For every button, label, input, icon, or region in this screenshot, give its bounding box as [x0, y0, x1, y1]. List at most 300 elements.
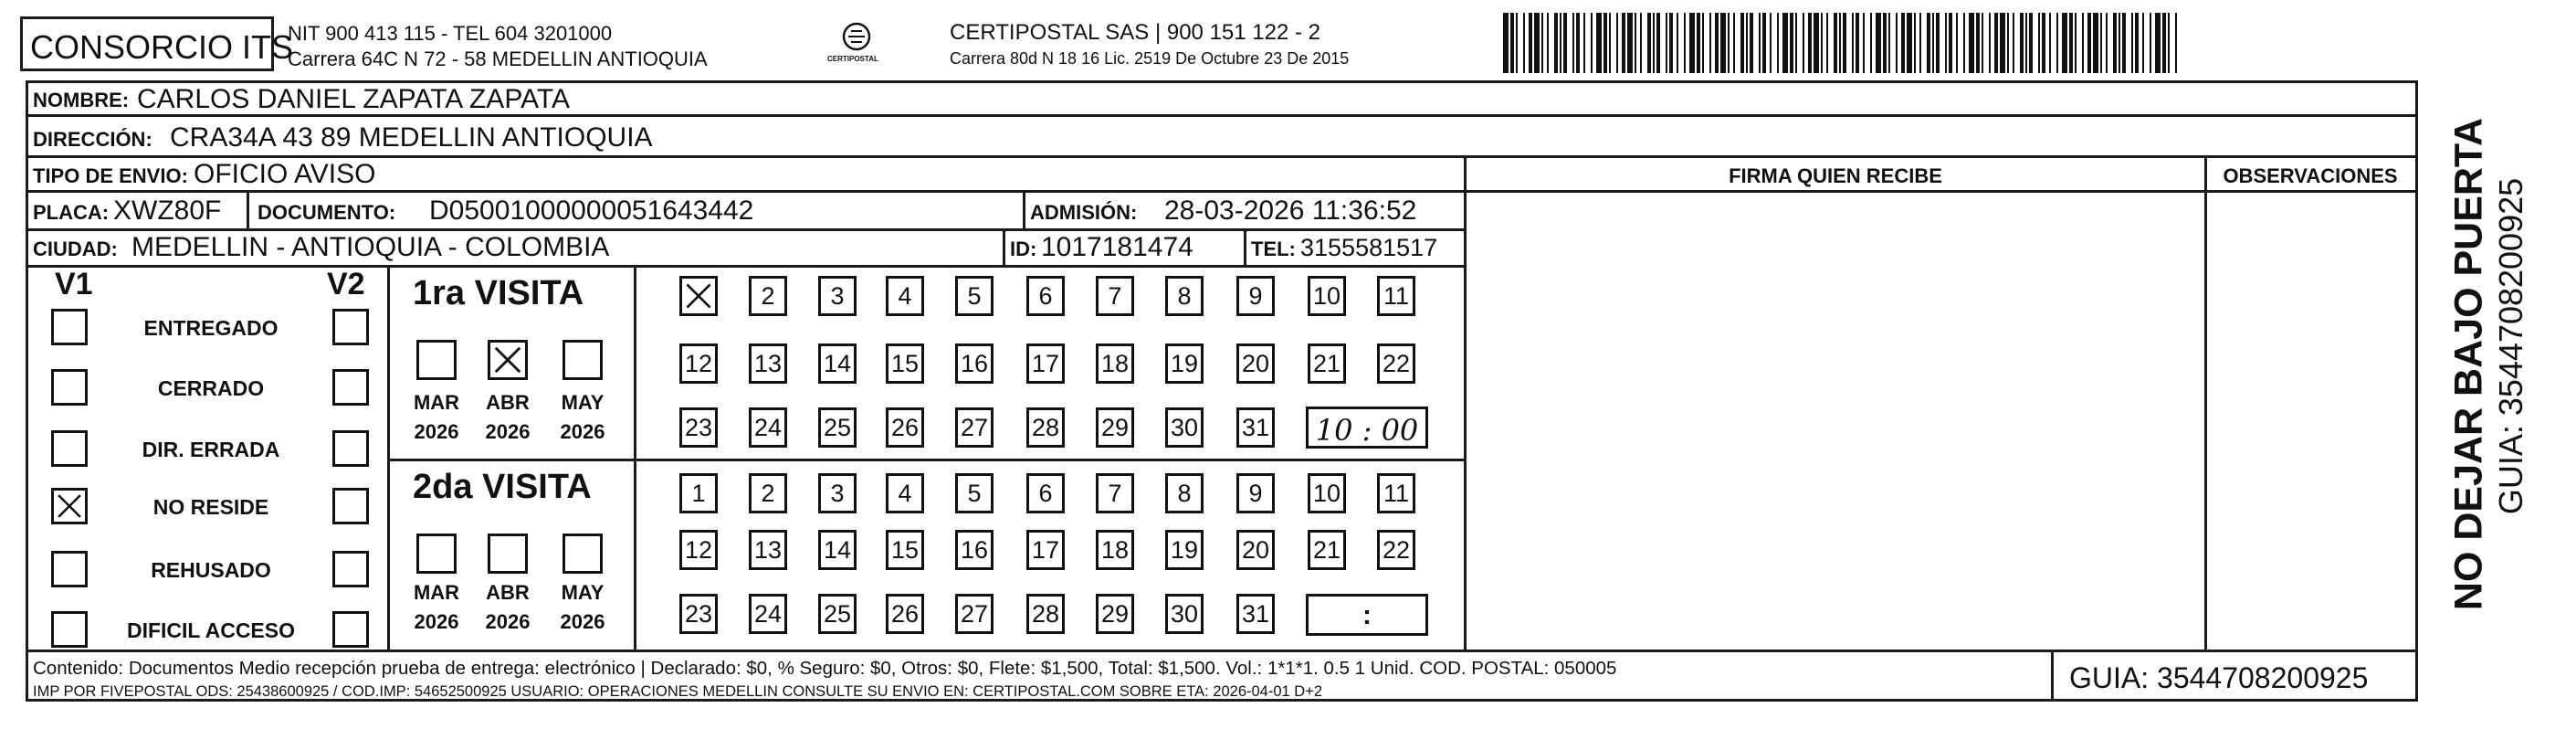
- visit2-day-box[interactable]: [749, 530, 787, 570]
- visit1-day-box[interactable]: [749, 407, 787, 448]
- barcode-bar: [1949, 13, 1952, 73]
- visit1-day-box[interactable]: [1165, 343, 1204, 384]
- barcode-bar: [1616, 13, 1618, 73]
- visit2-day-number: 29: [1100, 600, 1130, 628]
- divider: [387, 265, 390, 650]
- v2-checkbox[interactable]: [332, 309, 369, 345]
- barcode-bar: [2106, 13, 2108, 73]
- side-text-area: [2420, 100, 2529, 621]
- divider: [1464, 155, 1467, 650]
- visit2-day-number: 24: [753, 600, 783, 628]
- visit1-day-number: 25: [823, 414, 852, 441]
- barcode-bar: [1523, 13, 1525, 73]
- side-guia: GUIA: 3544708200925: [2492, 177, 2529, 515]
- visit2-day-box[interactable]: [1377, 473, 1415, 513]
- barcode-bar: [1697, 13, 1700, 73]
- visit1-day-number: 3: [830, 282, 845, 310]
- barcode-bar: [1503, 13, 1509, 73]
- visit1-day-number: 24: [753, 414, 783, 441]
- visit1-day-box[interactable]: [818, 407, 857, 448]
- side-warning: NO DEJAR BAJO PUERTA: [2446, 117, 2491, 611]
- footer-guia: GUIA: 3544708200925: [2069, 661, 2369, 694]
- v2-checkbox[interactable]: [332, 611, 369, 648]
- visit2-day-number: 8: [1177, 480, 1192, 507]
- visit2-title: 2da VISITA: [413, 468, 592, 506]
- header-brand-box: [20, 16, 294, 71]
- visit1-day-number: 5: [967, 282, 982, 310]
- barcode-bar: [1777, 13, 1779, 73]
- divider: [2204, 155, 2207, 650]
- barcode-bar: [2093, 13, 2098, 73]
- visit1-day-box[interactable]: [1308, 276, 1346, 316]
- visit2-day-box[interactable]: [679, 530, 718, 570]
- v1-label: V1: [55, 267, 93, 301]
- visit2-day-number: 19: [1170, 536, 1199, 564]
- barcode-bar: [1914, 13, 1916, 73]
- barcode-bar: [2100, 13, 2102, 73]
- visit1-day-box[interactable]: [1026, 407, 1065, 448]
- barcode-bar: [1576, 13, 1580, 73]
- v1-checkbox[interactable]: [51, 309, 88, 345]
- barcode-bar: [2119, 13, 2120, 73]
- divider: [1023, 190, 1025, 228]
- barcode-bar: [1770, 13, 1772, 73]
- visit2-day-number: 18: [1100, 536, 1130, 564]
- barcode-bar: [2122, 13, 2126, 73]
- barcode-bar: [1759, 13, 1761, 73]
- barcode-bar: [2038, 13, 2040, 73]
- visit2-time: :: [1362, 600, 1372, 630]
- visit2-day-number: 11: [1383, 480, 1410, 507]
- barcode-bar: [1932, 13, 1934, 73]
- barcode-bar: [2000, 13, 2005, 73]
- visit2-day-number: 7: [1108, 480, 1122, 507]
- visit2-day-box[interactable]: [1026, 530, 1065, 570]
- visit1-day-box[interactable]: [749, 276, 787, 316]
- visit2-day-number: 12: [684, 536, 713, 564]
- visit1-day-box[interactable]: [955, 343, 994, 384]
- visit2-day-box[interactable]: [1165, 530, 1204, 570]
- divider: [26, 228, 1466, 231]
- header-address: Carrera 64C N 72 - 58 MEDELLIN ANTIOQUIA: [288, 48, 708, 70]
- visit1-day-number: 11: [1383, 282, 1410, 310]
- divider: [247, 190, 249, 228]
- v1-checkbox[interactable]: [51, 611, 88, 648]
- barcode-bar: [1529, 13, 1532, 73]
- visit1-day-number: 16: [960, 350, 989, 377]
- v1-checkbox[interactable]: [51, 430, 88, 467]
- visit1-day-box[interactable]: [1377, 276, 1415, 316]
- visit2-day-number: 22: [1382, 536, 1411, 564]
- barcode-bar: [2056, 13, 2058, 73]
- visit2-day-number: 17: [1031, 536, 1060, 564]
- barcode-bar: [1870, 13, 1872, 73]
- visit1-day-number: 30: [1170, 414, 1199, 441]
- barcode-bar: [2075, 13, 2077, 73]
- barcode-bar: [1635, 13, 1636, 73]
- barcode-bar: [1750, 13, 1753, 73]
- visit1-day-box[interactable]: [1026, 276, 1065, 316]
- barcode-bar: [1740, 13, 1744, 73]
- v1-checkbox[interactable]: [51, 369, 88, 406]
- divider: [26, 265, 1466, 268]
- barcode-bar: [1554, 13, 1558, 73]
- barcode-bar: [1656, 13, 1660, 73]
- barcode-bar: [1516, 13, 1518, 73]
- barcode-bar: [1834, 13, 1837, 73]
- barcode-bar: [2113, 13, 2117, 73]
- visit2-day-number: 23: [684, 600, 713, 628]
- barcode-bar: [1936, 13, 1940, 73]
- barcode-bar: [1666, 13, 1667, 73]
- visit2-day-number: 2: [761, 480, 775, 507]
- tipo-envio-value: OFICIO AVISO: [194, 159, 376, 189]
- visit1-day-number: 27: [960, 414, 989, 441]
- visit2-day-box[interactable]: [1026, 473, 1065, 513]
- barcode-bar: [1814, 13, 1819, 73]
- v1-checkbox[interactable]: [51, 551, 88, 587]
- divider: [26, 190, 2418, 193]
- barcode-bar: [2168, 13, 2170, 73]
- visit2-month-label: MAY: [561, 581, 605, 604]
- barcode-bar: [1883, 13, 1887, 73]
- visit1-day-number: 18: [1100, 350, 1130, 377]
- visit1-day-box[interactable]: [1165, 407, 1204, 448]
- barcode-bar: [1689, 13, 1695, 73]
- visit1-day-number: 15: [890, 350, 920, 377]
- visit1-year-label: 2026: [414, 420, 459, 443]
- barcode-bar: [2087, 13, 2091, 73]
- barcode-bar: [1728, 13, 1730, 73]
- visit1-day-box[interactable]: [1096, 276, 1134, 316]
- visit1-month-checkbox[interactable]: [488, 340, 528, 380]
- status-label: CERRADO: [157, 376, 265, 400]
- visit2-day-box[interactable]: [818, 473, 857, 513]
- direccion-value: CRA34A 43 89 MEDELLIN ANTIOQUIA: [170, 122, 653, 153]
- visit2-day-number: 28: [1031, 600, 1060, 628]
- visit1-day-box[interactable]: [1236, 407, 1275, 448]
- visit1-day-box[interactable]: [1096, 343, 1134, 384]
- barcode-bar: [2020, 13, 2024, 73]
- barcode-bar: [2135, 13, 2139, 73]
- visit1-day-number: 7: [1108, 282, 1122, 310]
- visit2-time-box: [1306, 594, 1428, 636]
- visit2-day-box[interactable]: [1096, 473, 1134, 513]
- logo-text: CERTIPOSTAL: [827, 55, 878, 63]
- visit2-day-box[interactable]: [1165, 473, 1204, 513]
- visit1-day-number: 22: [1382, 350, 1411, 377]
- visit2-day-number: 25: [823, 600, 852, 628]
- visit1-day-box[interactable]: [679, 276, 718, 316]
- visit1-day-box[interactable]: [818, 276, 857, 316]
- header-nit: NIT 900 413 115 - TEL 604 3201000: [288, 22, 613, 45]
- visit2-day-number: 3: [830, 480, 845, 507]
- visit2-day-box[interactable]: [886, 530, 924, 570]
- barcode-bar: [1821, 13, 1823, 73]
- barcode-bar: [1839, 13, 1841, 73]
- visit1-day-number: 21: [1312, 350, 1341, 377]
- barcode-bar: [1541, 13, 1543, 73]
- barcode-bar: [1919, 13, 1921, 73]
- barcode-bar: [2142, 13, 2144, 73]
- visit2-month-checkbox[interactable]: [416, 534, 457, 574]
- visit1-day-box[interactable]: [1377, 343, 1415, 384]
- id-value: 1017181474: [1041, 232, 1193, 262]
- footer-contenido: Contenido: Documentos Medio recepción prueba de entrega: electrónico | Declarado: $0, % Seguro: $0, Otros: $0, Flete: $1,500, Total: $1,500. Vol.: 1*1*1. 0.5 1 Unid. COD. POSTAL: 050005: [33, 658, 1617, 679]
- visit1-day-box[interactable]: [955, 407, 994, 448]
- barcode-bar: [2062, 13, 2067, 73]
- visit1-day-box[interactable]: [886, 343, 924, 384]
- barcode-bar: [1896, 13, 1898, 73]
- visit2-year-label: 2026: [414, 610, 459, 633]
- barcode-bar: [1591, 13, 1593, 73]
- status-label: DIFICIL ACCESO: [126, 618, 295, 642]
- visit2-day-number: 5: [967, 480, 982, 507]
- barcode-bar: [2069, 13, 2073, 73]
- visit1-day-number: 2: [761, 282, 775, 310]
- barcode-bar: [1976, 13, 1980, 73]
- visit1-day-box[interactable]: [1165, 276, 1204, 316]
- barcode-bar: [1677, 13, 1678, 73]
- visit2-month-label: ABR: [486, 581, 530, 604]
- v2-checkbox[interactable]: [332, 430, 369, 467]
- visit1-day-box[interactable]: [1236, 343, 1275, 384]
- visit1-day-number: 29: [1100, 414, 1130, 441]
- visit1-day-box[interactable]: [679, 407, 718, 448]
- observaciones-header: OBSERVACIONES: [2223, 164, 2398, 187]
- visit1-month-checkbox[interactable]: [563, 340, 603, 380]
- visit1-day-box[interactable]: [679, 343, 718, 384]
- visit2-day-box[interactable]: [1096, 530, 1134, 570]
- divider: [1003, 228, 1005, 265]
- visit1-year-label: 2026: [485, 420, 531, 443]
- v2-checkbox[interactable]: [332, 551, 369, 587]
- placa-label: PLACA:: [33, 201, 110, 224]
- visit1-day-box[interactable]: [886, 407, 924, 448]
- barcode-bar: [1647, 13, 1651, 73]
- visit2-day-number: 9: [1248, 480, 1263, 507]
- visit2-day-box[interactable]: [1026, 594, 1065, 634]
- visit1-day-box[interactable]: [1236, 276, 1275, 316]
- divider: [26, 650, 2418, 652]
- barcode-bar: [1982, 13, 1983, 73]
- barcode-bar: [1790, 13, 1793, 73]
- v1-checkbox[interactable]: [51, 488, 88, 524]
- visit1-day-number: 12: [684, 350, 713, 377]
- barcode-bar: [1560, 13, 1561, 73]
- visit1-day-box[interactable]: [886, 276, 924, 316]
- visit2-day-box[interactable]: [818, 530, 857, 570]
- visit2-day-number: 26: [890, 600, 920, 628]
- nombre-label: NOMBRE:: [33, 89, 130, 111]
- visit1-day-number: 10: [1312, 282, 1341, 310]
- visit1-month-label: MAY: [561, 391, 605, 414]
- barcode-bar: [1684, 13, 1686, 73]
- admision-label: ADMISIÓN:: [1030, 201, 1138, 224]
- barcode-bar: [2042, 13, 2045, 73]
- visit2-day-box[interactable]: [955, 594, 994, 634]
- tipo-envio-label: TIPO DE ENVIO:: [33, 164, 188, 187]
- visit1-month-label: MAR: [413, 391, 460, 414]
- visit2-day-box[interactable]: [1308, 530, 1346, 570]
- barcode-bar: [2082, 13, 2084, 73]
- documento-label: DOCUMENTO:: [258, 201, 396, 224]
- visit2-day-box[interactable]: [1236, 530, 1275, 570]
- courier-address: Carrera 80d N 18 16 Lic. 2519 De Octubre 23 De 2015: [950, 49, 1350, 68]
- visit1-day-box[interactable]: [1096, 407, 1134, 448]
- visit1-month-label: ABR: [486, 391, 530, 414]
- visit2-day-box[interactable]: [955, 473, 994, 513]
- brand-name: CONSORCIO ITS: [30, 28, 294, 66]
- status-label: DIR. ERRADA: [142, 438, 280, 461]
- id-label: ID:: [1010, 238, 1037, 260]
- visit1-day-number: 9: [1248, 282, 1263, 310]
- barcode-bar: [1963, 13, 1965, 73]
- visit1-day-number: 20: [1241, 350, 1270, 377]
- barcode-bar: [1843, 13, 1846, 73]
- visit1-day-box[interactable]: [1308, 343, 1346, 384]
- visit2-day-box[interactable]: [1236, 473, 1275, 513]
- visit2-day-number: 10: [1312, 480, 1341, 507]
- nombre-value: CARLOS DANIEL ZAPATA ZAPATA: [137, 84, 570, 114]
- ciudad-label: CIUDAD:: [33, 238, 118, 260]
- barcode-bar: [1782, 13, 1788, 73]
- barcode-bar: [2131, 13, 2133, 73]
- visit1-title: 1ra VISITA: [413, 274, 584, 312]
- visit1-day-number: 6: [1038, 282, 1053, 310]
- barcode-bar: [1888, 13, 1890, 73]
- visit2-month-label: MAR: [413, 581, 460, 604]
- visit1-time-box: [1306, 407, 1428, 449]
- visit2-day-box[interactable]: [886, 594, 924, 634]
- visit2-month-checkbox[interactable]: [563, 534, 603, 574]
- visit1-day-number: 31: [1241, 414, 1270, 441]
- barcode-bar: [1709, 13, 1711, 73]
- barcode-bar: [1808, 13, 1812, 73]
- barcode-bar: [1640, 13, 1642, 73]
- divider: [1244, 228, 1246, 265]
- barcode-bar: [1702, 13, 1704, 73]
- visit2-day-number: 14: [823, 536, 852, 564]
- certipostal-logo-icon: [829, 20, 884, 68]
- divider: [387, 459, 1465, 461]
- visit2-day-box[interactable]: [1377, 530, 1415, 570]
- barcode-bar: [1720, 13, 1726, 73]
- barcode-bar: [2150, 13, 2151, 73]
- barcode-bar: [1609, 13, 1611, 73]
- visit1-day-box[interactable]: [818, 343, 857, 384]
- divider: [2051, 650, 2054, 702]
- visit2-day-number: 27: [960, 600, 989, 628]
- barcode-bar: [1510, 13, 1514, 73]
- barcode-bar: [1733, 13, 1735, 73]
- visit2-day-number: 31: [1241, 600, 1270, 628]
- visit2-day-number: 20: [1241, 536, 1270, 564]
- ciudad-value: MEDELLIN - ANTIOQUIA - COLOMBIA: [131, 232, 610, 262]
- barcode-bar: [1596, 13, 1602, 73]
- visit2-day-number: 15: [890, 536, 920, 564]
- visit2-day-number: 16: [960, 536, 989, 564]
- divider: [634, 265, 636, 650]
- tel-value: 3155581517: [1300, 234, 1438, 261]
- barcode-bar: [1863, 13, 1865, 73]
- visit1-day-box[interactable]: [749, 343, 787, 384]
- visit2-day-box[interactable]: [1165, 594, 1204, 634]
- visit1-day-box[interactable]: [955, 276, 994, 316]
- visit2-month-checkbox[interactable]: [488, 534, 528, 574]
- barcode-bar: [1653, 13, 1655, 73]
- barcode-bar: [1852, 13, 1854, 73]
- barcode-bar: [1956, 13, 1958, 73]
- barcode-bar: [1563, 13, 1567, 73]
- visit1-year-label: 2026: [560, 420, 605, 443]
- visit1-day-number: 19: [1170, 350, 1199, 377]
- barcode-bar: [1762, 13, 1766, 73]
- visit1-day-box[interactable]: [1026, 343, 1065, 384]
- barcode-bar: [2175, 13, 2177, 73]
- barcode-bar: [2029, 13, 2033, 73]
- footer-imp: IMP POR FIVEPOSTAL ODS: 25438600925 / COD.IMP: 54652500925 USUARIO: OPERACIONES MEDELLIN CONSULTE SU ENVIO EN: CERTIPOSTAL.COM SOBRE ETA: 2026-04-01 D+2: [33, 683, 1323, 700]
- visit2-day-number: 13: [753, 536, 783, 564]
- barcode-bar: [2013, 13, 2014, 73]
- barcode-bar: [1583, 13, 1585, 73]
- visit2-day-box[interactable]: [955, 530, 994, 570]
- status-label: ENTREGADO: [143, 316, 279, 340]
- visit2-day-box[interactable]: [749, 594, 787, 634]
- barcode-bar: [1907, 13, 1912, 73]
- barcode-bar: [1803, 13, 1804, 73]
- visit2-day-number: 21: [1312, 536, 1341, 564]
- firma-header: FIRMA QUIEN RECIBE: [1729, 164, 1942, 187]
- visit2-day-box[interactable]: [1308, 473, 1346, 513]
- v2-checkbox[interactable]: [332, 488, 369, 524]
- visit2-day-box[interactable]: [749, 473, 787, 513]
- documento-value: D05001000000051643442: [429, 195, 754, 226]
- barcode-bar: [1669, 13, 1673, 73]
- barcode-bar: [1856, 13, 1859, 73]
- barcode-bar: [2162, 13, 2166, 73]
- visit2-day-box[interactable]: [679, 473, 718, 513]
- barcode-bar: [1622, 13, 1625, 73]
- visit1-day-number: 4: [898, 282, 912, 310]
- visit2-day-box[interactable]: [679, 594, 718, 634]
- visit2-year-label: 2026: [485, 610, 531, 633]
- barcode-bar: [1603, 13, 1607, 73]
- status-label: REHUSADO: [151, 558, 271, 582]
- visit1-month-checkbox[interactable]: [416, 340, 457, 380]
- visit2-day-box[interactable]: [1096, 594, 1134, 634]
- visit2-day-box[interactable]: [818, 594, 857, 634]
- visit2-year-label: 2026: [560, 610, 605, 633]
- tel-label: TEL:: [1251, 238, 1296, 260]
- barcode-bar: [1945, 13, 1947, 73]
- visit2-day-number: 4: [898, 480, 912, 507]
- barcode-bar: [1534, 13, 1540, 73]
- visit1-day-number: 28: [1031, 414, 1060, 441]
- barcode-bar: [2007, 13, 2009, 73]
- barcode-bar: [2025, 13, 2027, 73]
- barcode-bar: [1627, 13, 1633, 73]
- visit1-day-number: 17: [1031, 350, 1060, 377]
- v2-label: V2: [327, 267, 365, 301]
- visit1-day-number: 13: [753, 350, 783, 377]
- visit2-day-box[interactable]: [886, 473, 924, 513]
- visit1-time: 10 : 00: [1315, 413, 1419, 448]
- barcode-bar: [2155, 13, 2161, 73]
- visit2-day-box[interactable]: [1236, 594, 1275, 634]
- v2-checkbox[interactable]: [332, 369, 369, 406]
- barcode-bar: [1994, 13, 1998, 73]
